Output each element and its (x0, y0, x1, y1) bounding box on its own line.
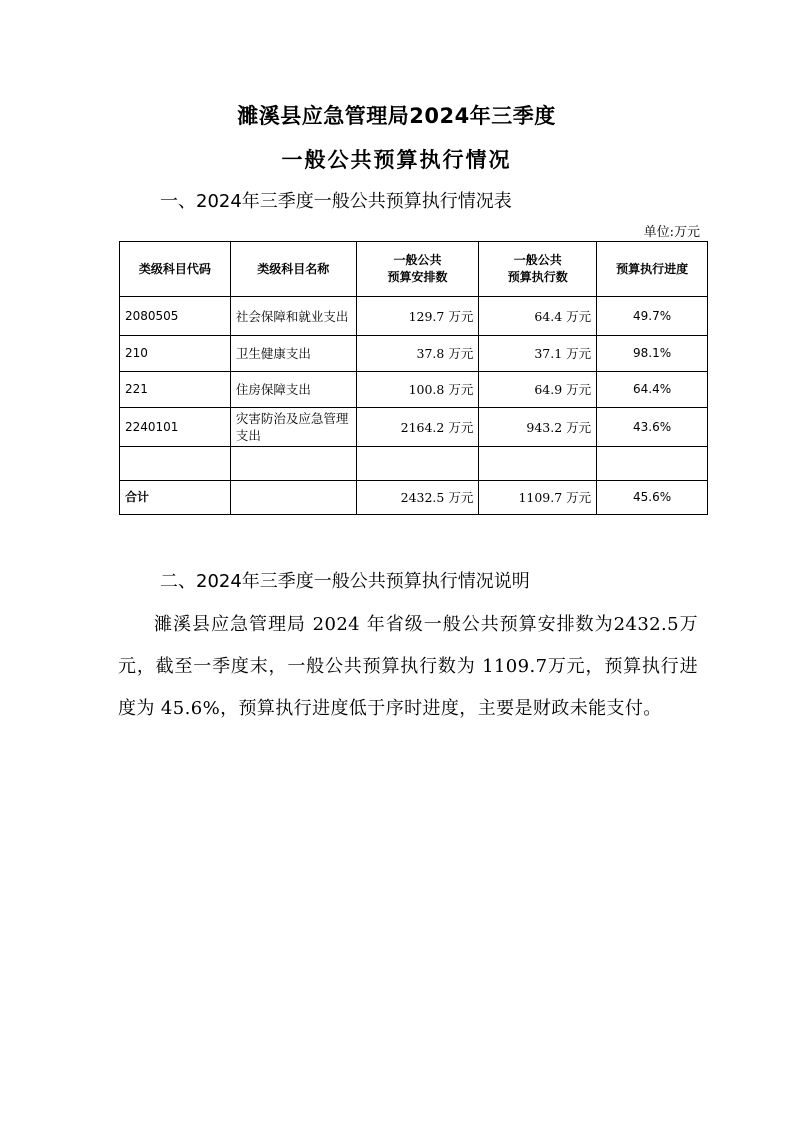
cell-name: 卫生健康支出 (230, 336, 356, 372)
cell-empty (230, 447, 356, 481)
cell-progress: 49.7% (597, 297, 708, 336)
cell-code: 2240101 (120, 408, 231, 447)
table-row (120, 408, 708, 447)
explanation-paragraph: 濉溪县应急管理局 2024 年省级一般公共预算安排数为2432.5万元，截至一季度末，一般公共预算执行数为 1109.7万元，预算执行进度为 45.6%，预算执行进度低于序时进度，主要是财政未能支付。 (118, 614, 698, 719)
cell-budget: 129.7 万元 (356, 297, 479, 336)
cell-executed: 943.2 万元 (479, 408, 597, 447)
header-budget-line1: 一般公共 (393, 253, 442, 267)
header-budget-line2: 预算安排数 (387, 270, 448, 284)
cell-progress: 43.6% (597, 408, 708, 447)
document-title-line1: 濉溪县应急管理局2024年三季度 (237, 104, 556, 128)
header-code: 类级科目代码 (120, 242, 231, 297)
cell-executed: 37.1 万元 (479, 336, 597, 372)
cell-name: 住房保障支出 (230, 372, 356, 408)
cell-budget: 2164.2 万元 (356, 408, 479, 447)
table-row (120, 297, 708, 336)
cell-name: 社会保障和就业支出 (230, 297, 356, 336)
cell-empty (356, 447, 479, 481)
cell-budget: 100.8 万元 (356, 372, 479, 408)
header-executed (479, 242, 597, 297)
table-row-empty (120, 447, 708, 481)
table-total-row (120, 481, 708, 515)
cell-empty (479, 447, 597, 481)
cell-executed: 64.9 万元 (479, 372, 597, 408)
header-executed-line2: 预算执行数 (507, 270, 568, 284)
table-header-row (120, 242, 708, 297)
unit-label: 单位:万元 (643, 225, 700, 240)
header-progress: 预算执行进度 (597, 242, 708, 297)
cell-code: 221 (120, 372, 231, 408)
budget-execution-table (119, 241, 708, 515)
total-executed: 1109.7 万元 (479, 481, 597, 515)
cell-executed: 64.4 万元 (479, 297, 597, 336)
cell-progress: 64.4% (597, 372, 708, 408)
table-row (120, 372, 708, 408)
cell-code: 2080505 (120, 297, 231, 336)
cell-empty (597, 447, 708, 481)
cell-empty (120, 447, 231, 481)
cell-empty (230, 481, 356, 515)
total-budget: 2432.5 万元 (356, 481, 479, 515)
document-title-line2: 一般公共预算执行情况 (281, 148, 512, 172)
header-name: 类级科目名称 (230, 242, 356, 297)
cell-progress: 98.1% (597, 336, 708, 372)
total-progress: 45.6% (597, 481, 708, 515)
total-label: 合计 (120, 481, 231, 515)
table-row (120, 336, 708, 372)
cell-budget: 37.8 万元 (356, 336, 479, 372)
section1-heading: 一、2024年三季度一般公共预算执行情况表 (160, 191, 512, 212)
cell-name: 灾害防治及应急管理支出 (230, 408, 356, 447)
cell-code: 210 (120, 336, 231, 372)
header-budget (356, 242, 479, 297)
header-executed-line1: 一般公共 (513, 253, 562, 267)
section2-heading: 二、2024年三季度一般公共预算执行情况说明 (160, 571, 530, 592)
